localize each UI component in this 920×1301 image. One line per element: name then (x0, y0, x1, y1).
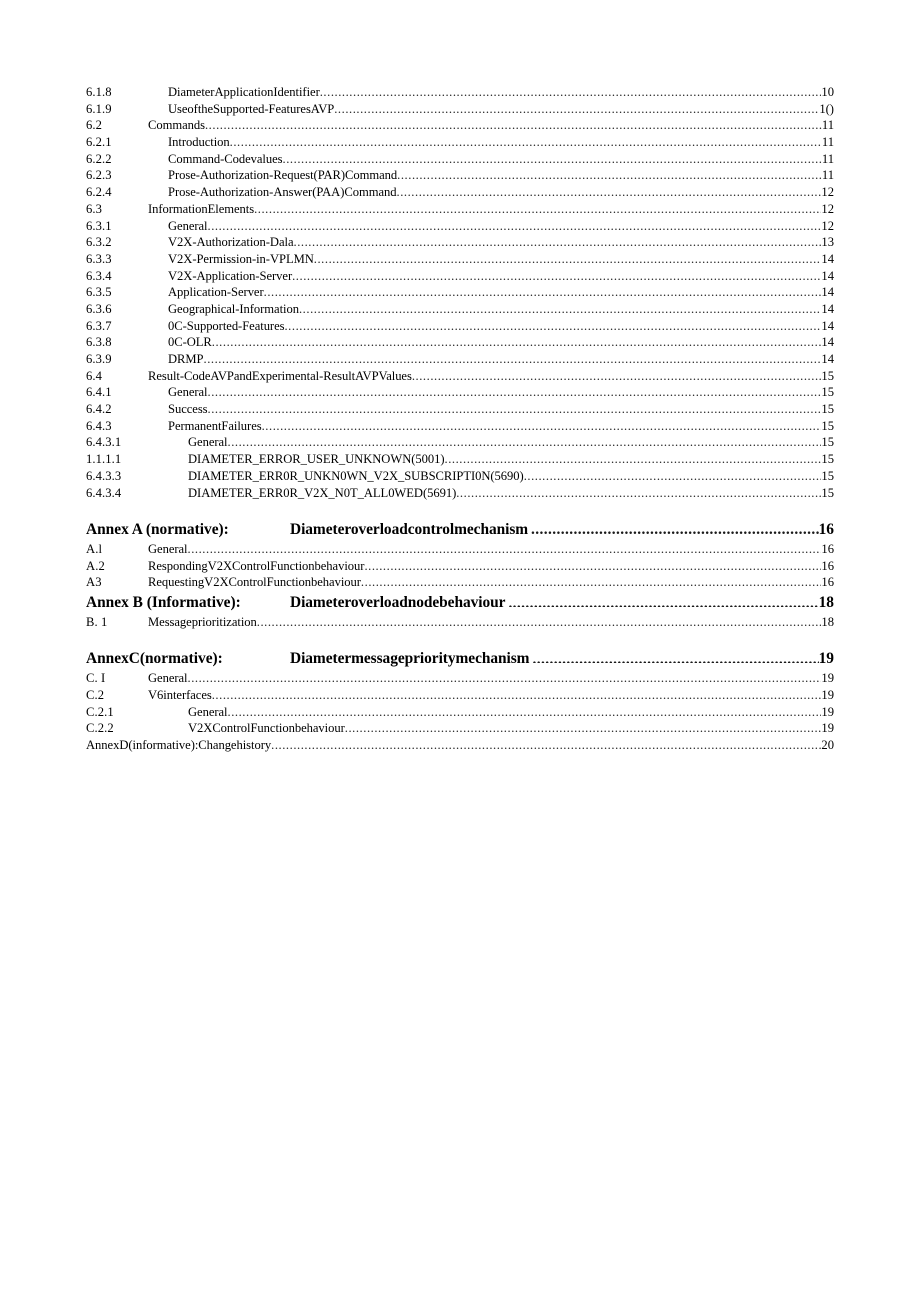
toc-entry-page: 15 (821, 402, 834, 417)
annex-a-label: Annex A (normative): (86, 520, 229, 538)
toc-entry-title: RespondingV2XControlFunctionbehaviour (148, 558, 365, 573)
toc-entry[interactable] (86, 574, 834, 591)
toc-entry-page: 16 (821, 575, 834, 590)
toc-entry-number: B. 1 (86, 614, 108, 629)
toc-leader-dots (445, 451, 822, 464)
toc-entry-number: 6.3.8 (86, 335, 112, 350)
toc-entry[interactable] (86, 468, 834, 485)
toc-entry[interactable] (86, 301, 834, 318)
annex-a-page: 16 (818, 520, 834, 538)
toc-entry-page: 14 (821, 268, 834, 283)
toc-entry[interactable] (86, 737, 834, 754)
toc-leader-dots (205, 117, 822, 130)
toc-entry-number: C. I (86, 671, 106, 686)
toc-entry[interactable] (86, 101, 834, 118)
toc-entry[interactable] (86, 401, 834, 418)
toc-leader-dots (284, 318, 821, 331)
toc-entry-number: 6.2.2 (86, 151, 112, 166)
toc-entry-number: 6.3.4 (86, 268, 112, 283)
toc-entry-page: 14 (821, 285, 834, 300)
toc-leader-dots (294, 234, 822, 247)
toc-entry[interactable] (86, 318, 834, 335)
toc-leader-dots (334, 101, 819, 114)
toc-entry-number: 6.4 (86, 368, 103, 383)
toc-entry-title: DRMP (168, 352, 204, 366)
toc-entry-title: V2XControlFunctionbehaviour (188, 721, 345, 736)
toc-entry-title: InformationElements (148, 201, 255, 216)
toc-entry-title: General (188, 704, 228, 719)
toc-leader-dots (230, 134, 822, 147)
toc-entry-title: DIAMETER_ERROR_USER_UNKNOWN(5001) (188, 452, 445, 467)
toc-entry-number: 6.4.2 (86, 402, 112, 417)
toc-entry-title: V2X-Authorization-Dala (168, 235, 294, 250)
toc-entry-number: 6.3 (86, 201, 103, 216)
toc-leader-dots (228, 704, 822, 717)
toc-leader-dots (345, 720, 822, 733)
toc-entry-page: 11 (821, 118, 834, 133)
toc-entry-page: 11 (821, 135, 834, 150)
toc-entry-page: 19 (821, 704, 834, 719)
toc-entry-page: 14 (821, 318, 834, 333)
toc-leader-dots (212, 687, 822, 700)
annex-c-heading[interactable] (86, 647, 834, 670)
section-gap (86, 501, 834, 518)
toc-leader-dots (412, 368, 822, 381)
toc-entry[interactable] (86, 485, 834, 502)
toc-entry-title: V6interfaces (148, 688, 212, 702)
toc-entry-page: 12 (821, 218, 834, 233)
toc-entry-title: Geographical-Information (168, 301, 299, 316)
toc-leader-dots (397, 184, 822, 197)
toc-entry[interactable] (86, 84, 834, 101)
toc-entry-title: Application-Server (168, 285, 264, 300)
toc-leader-dots (299, 301, 821, 314)
toc-entry[interactable] (86, 117, 834, 134)
toc-entry-number: C.2 (86, 688, 105, 702)
toc-entry-title: DIAMETER_ERR0R_V2X_N0T_ALL0WED(5691) (188, 485, 457, 500)
annex-b-page: 18 (818, 593, 834, 611)
toc-entry[interactable] (86, 704, 834, 721)
toc-entry[interactable] (86, 201, 834, 218)
toc-entry[interactable] (86, 720, 834, 737)
toc-entry[interactable] (86, 334, 834, 351)
toc-leader-dots (271, 737, 821, 750)
toc-entry-number: A.l (86, 541, 103, 556)
toc-entry-page: 15 (821, 468, 834, 483)
toc-entry-number: 6.4.3.3 (86, 468, 122, 483)
toc-entry-title: DiameterApplicationIdentifier (168, 85, 320, 99)
toc-entry-number: 6.3.9 (86, 352, 112, 366)
toc-entry-title: PermanentFailures (168, 418, 262, 433)
toc-entry-title: V2X-Permission-in-VPLMN (168, 251, 314, 266)
toc-entry-page: 14 (821, 352, 834, 366)
toc-leader-dots (188, 541, 822, 554)
toc-leader-dots (532, 648, 818, 663)
toc-entry-title: General (188, 435, 228, 450)
toc-leader-dots (208, 218, 822, 231)
toc-entry-number: 6.2.3 (86, 168, 112, 183)
toc-entry-number: 6.2.4 (86, 185, 112, 200)
annex-b-title: Diameteroverloadnodebehaviour (290, 593, 506, 611)
toc-leader-dots (254, 201, 821, 214)
toc-leader-dots (204, 351, 822, 364)
toc-leader-dots (228, 434, 822, 447)
toc-entry[interactable] (86, 151, 834, 168)
toc-entry-page: 10 (821, 85, 834, 99)
toc-entry-title: RequestingV2XControlFunctionbehaviour (148, 575, 361, 590)
toc-entry-page: 1() (819, 101, 834, 116)
toc-entry-title: General (168, 385, 208, 400)
toc-leader-dots (508, 592, 818, 607)
toc-entry[interactable] (86, 134, 834, 151)
annex-c-label: AnnexC(normative): (86, 650, 223, 668)
toc-leader-dots (397, 167, 822, 180)
toc-entry-page: 11 (821, 151, 834, 166)
toc-entry-page: 12 (821, 201, 834, 216)
toc-entry[interactable] (86, 268, 834, 285)
toc-entry-title: Messageprioritization (148, 614, 257, 629)
toc-leader-dots (314, 251, 822, 264)
toc-entry-number: 6.1.8 (86, 85, 112, 99)
toc-entry-number: 6.3.7 (86, 318, 112, 333)
toc-entry-page: 16 (821, 541, 834, 556)
toc-entry[interactable] (86, 251, 834, 268)
toc-entry-page: 13 (821, 235, 834, 250)
annex-c-page: 19 (818, 650, 834, 668)
toc-entry-page: 15 (821, 435, 834, 450)
toc-entry-page: 19 (821, 721, 834, 736)
toc-entry-page: 15 (821, 485, 834, 500)
toc-entry-number: 6.3.3 (86, 251, 112, 266)
toc-leader-dots (524, 468, 822, 481)
toc-entry-page: 15 (821, 452, 834, 467)
toc-entry[interactable] (86, 184, 834, 201)
toc-entry-page: 15 (821, 368, 834, 383)
toc-entry[interactable] (86, 284, 834, 301)
toc-entry-title: General (168, 218, 208, 233)
toc-entry-number: 6.2 (86, 118, 103, 133)
annex-b-label: Annex B (Informative): (86, 593, 241, 611)
toc-entry-title: DIAMETER_ERR0R_UNKN0WN_V2X_SUBSCRIPTI0N(5690) (188, 468, 524, 483)
toc-leader-dots (531, 518, 819, 533)
toc-entry-title: General (148, 671, 188, 686)
toc-entry-page: 14 (821, 251, 834, 266)
toc-entry[interactable] (86, 614, 834, 631)
toc-leader-dots (320, 84, 822, 97)
toc-leader-dots (456, 485, 821, 498)
toc-entry[interactable] (86, 368, 834, 385)
toc-entry-number: 6.4.3 (86, 418, 112, 433)
toc-entry-page: 15 (821, 418, 834, 433)
toc-entry-page: 14 (821, 335, 834, 350)
toc-entry-page: 19 (821, 688, 834, 702)
toc-leader-dots (262, 418, 822, 431)
toc-entry[interactable] (86, 218, 834, 235)
toc-entry-number: 6.4.3.1 (86, 435, 122, 450)
toc-entry-page: 19 (821, 671, 834, 686)
toc-entry-page: 18 (821, 614, 834, 629)
toc-entry-number: 6.3.5 (86, 285, 112, 300)
toc-entry[interactable] (86, 434, 834, 451)
toc-entry-page: 12 (821, 185, 834, 200)
toc-entry[interactable] (86, 167, 834, 184)
toc-entry-number: 6.3.1 (86, 218, 112, 233)
toc-leader-dots (283, 151, 822, 164)
toc-entry-number: C.2.1 (86, 704, 114, 719)
table-of-contents (86, 84, 834, 754)
toc-leader-dots (361, 574, 821, 587)
annex-d-title: AnnexD(informative):Changehistory (86, 738, 272, 753)
toc-entry-page: 14 (821, 301, 834, 316)
toc-entry-title: 0C-OLR (168, 335, 212, 350)
toc-entry-number: A.2 (86, 558, 105, 573)
toc-leader-dots (292, 268, 821, 281)
toc-entry-title: Command-Codevalues (168, 151, 283, 166)
annex-d-page: 20 (821, 738, 834, 753)
toc-entry-title: 0C-Supported-Features (168, 318, 285, 333)
toc-entry-number: 1.1.1.1 (86, 452, 122, 467)
toc-entry[interactable] (86, 451, 834, 468)
annex-c-title: Diametermessageprioritymechanism (290, 650, 530, 668)
toc-entry[interactable] (86, 558, 834, 575)
toc-leader-dots (212, 334, 822, 347)
toc-leader-dots (208, 401, 822, 414)
toc-entry-title: V2X-Application-Server (168, 268, 293, 283)
toc-leader-dots (208, 384, 822, 397)
toc-entry-page: 11 (821, 168, 834, 183)
toc-entry[interactable] (86, 687, 834, 704)
toc-entry-number: C.2.2 (86, 721, 114, 736)
toc-leader-dots (264, 284, 822, 297)
toc-leader-dots (364, 558, 821, 571)
toc-entry[interactable] (86, 351, 834, 368)
toc-entry-title: UseoftheSupported-FeaturesAVP (168, 101, 335, 116)
toc-entry-number: 6.3.6 (86, 301, 112, 316)
toc-entry-page: 15 (821, 385, 834, 400)
toc-entry[interactable] (86, 541, 834, 558)
toc-entry-title: General (148, 541, 188, 556)
annex-a-heading[interactable] (86, 518, 834, 541)
section-gap (86, 631, 834, 648)
toc-entry-title: Introduction (168, 135, 230, 150)
toc-leader-dots (188, 670, 822, 683)
toc-entry[interactable] (86, 234, 834, 251)
toc-entry-number: 6.4.1 (86, 385, 112, 400)
annex-a-title: Diameteroverloadcontrolmechanism (290, 520, 529, 538)
toc-entry-number: 6.1.9 (86, 101, 112, 116)
toc-entry-title: Prose-Authorization-Answer(PAA)Command (168, 185, 397, 200)
toc-entry[interactable] (86, 384, 834, 401)
toc-entry[interactable] (86, 418, 834, 435)
toc-leader-dots (257, 614, 822, 627)
annex-b-heading[interactable] (86, 591, 834, 614)
toc-entry-number: 6.3.2 (86, 235, 112, 250)
toc-entry-title: Prose-Authorization-Request(PAR)Command (168, 168, 398, 183)
toc-entry-title: Result-CodeAVPandExperimental-ResultAVPValues (148, 368, 412, 383)
toc-entry-page: 16 (821, 558, 834, 573)
toc-entry-title: Commands (148, 118, 205, 133)
toc-entry-number: A3 (86, 575, 102, 590)
toc-entry-number: 6.2.1 (86, 135, 112, 150)
toc-entry-title: Success (168, 402, 208, 417)
toc-entry[interactable] (86, 670, 834, 687)
toc-entry-number: 6.4.3.4 (86, 485, 122, 500)
